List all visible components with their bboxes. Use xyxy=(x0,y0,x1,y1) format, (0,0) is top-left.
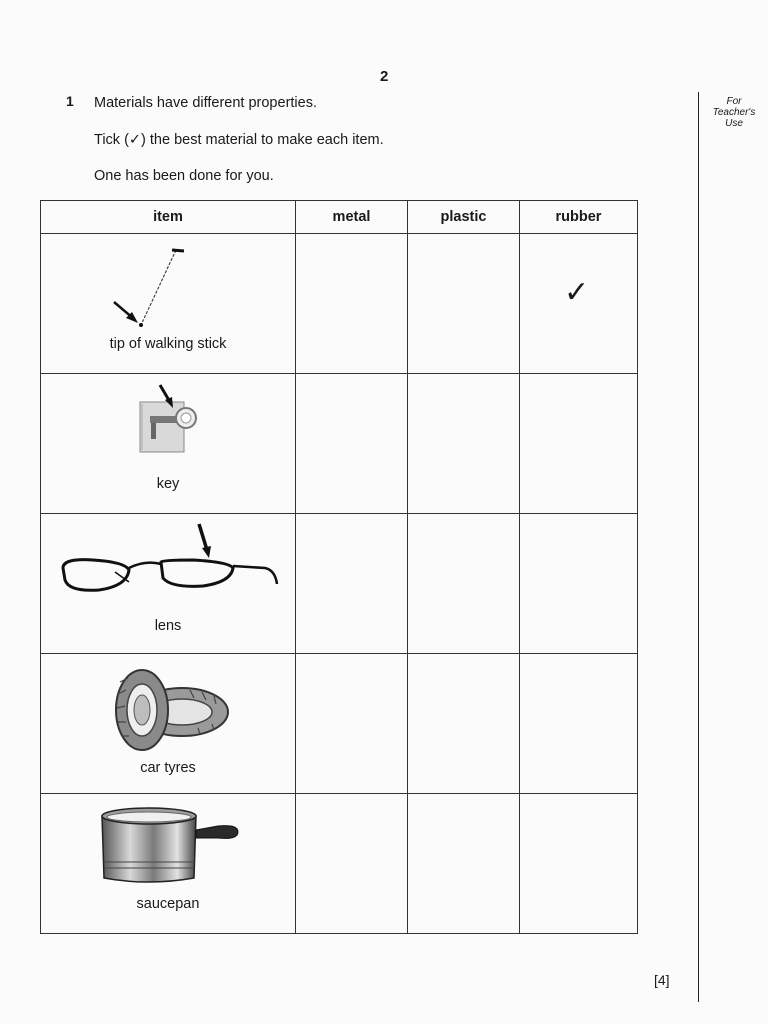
answer-cell-plastic[interactable] xyxy=(408,514,520,654)
item-cell-key xyxy=(41,374,296,514)
item-label: key xyxy=(156,476,180,492)
materials-table xyxy=(40,200,638,934)
header-plastic: plastic xyxy=(408,201,520,234)
key-in-lock-icon xyxy=(108,380,228,472)
table-row xyxy=(41,514,638,654)
answer-cell-metal[interactable] xyxy=(296,374,408,514)
page-number: 2 xyxy=(380,68,389,85)
question-instruction: Tick (✓) the best material to make each item. xyxy=(94,132,384,148)
table-row xyxy=(41,234,638,374)
answer-cell-rubber[interactable] xyxy=(520,234,638,374)
item-cell-walking-stick xyxy=(41,234,296,374)
tick-mark: ✓ xyxy=(564,275,590,310)
answer-cell-rubber[interactable] xyxy=(520,654,638,794)
item-label: car tyres xyxy=(140,760,196,776)
table-row xyxy=(41,654,638,794)
answer-cell-metal[interactable] xyxy=(296,794,408,934)
saucepan-icon xyxy=(88,800,248,892)
answer-cell-rubber[interactable] xyxy=(520,794,638,934)
item-cell-saucepan xyxy=(41,794,296,934)
item-label: tip of walking stick xyxy=(109,336,227,352)
item-label: saucepan xyxy=(136,896,200,912)
walking-stick-icon xyxy=(108,240,228,332)
answer-cell-plastic[interactable] xyxy=(408,234,520,374)
table-row xyxy=(41,794,638,934)
answer-cell-metal[interactable] xyxy=(296,654,408,794)
total-marks: [4] xyxy=(654,972,670,988)
answer-cell-rubber[interactable] xyxy=(520,514,638,654)
header-metal: metal xyxy=(296,201,408,234)
answer-cell-rubber[interactable] xyxy=(520,374,638,514)
question-note: One has been done for you. xyxy=(94,168,274,184)
answer-cell-metal[interactable] xyxy=(296,234,408,374)
question-number: 1 xyxy=(66,93,74,109)
item-cell-car-tyres xyxy=(41,654,296,794)
question-intro: Materials have different properties. xyxy=(94,95,317,111)
teacher-use-note: For Teacher's Use xyxy=(712,96,756,129)
answer-cell-plastic[interactable] xyxy=(408,374,520,514)
answer-cell-metal[interactable] xyxy=(296,514,408,654)
margin-rule xyxy=(698,92,699,1002)
tyres-icon xyxy=(98,660,238,756)
item-cell-lens xyxy=(41,514,296,654)
glasses-icon xyxy=(53,522,283,614)
answer-cell-plastic[interactable] xyxy=(408,654,520,794)
header-rubber: rubber xyxy=(520,201,638,234)
header-item: item xyxy=(41,201,296,234)
table-header-row xyxy=(41,201,638,234)
item-label: lens xyxy=(154,618,182,634)
table-row xyxy=(41,374,638,514)
answer-cell-plastic[interactable] xyxy=(408,794,520,934)
